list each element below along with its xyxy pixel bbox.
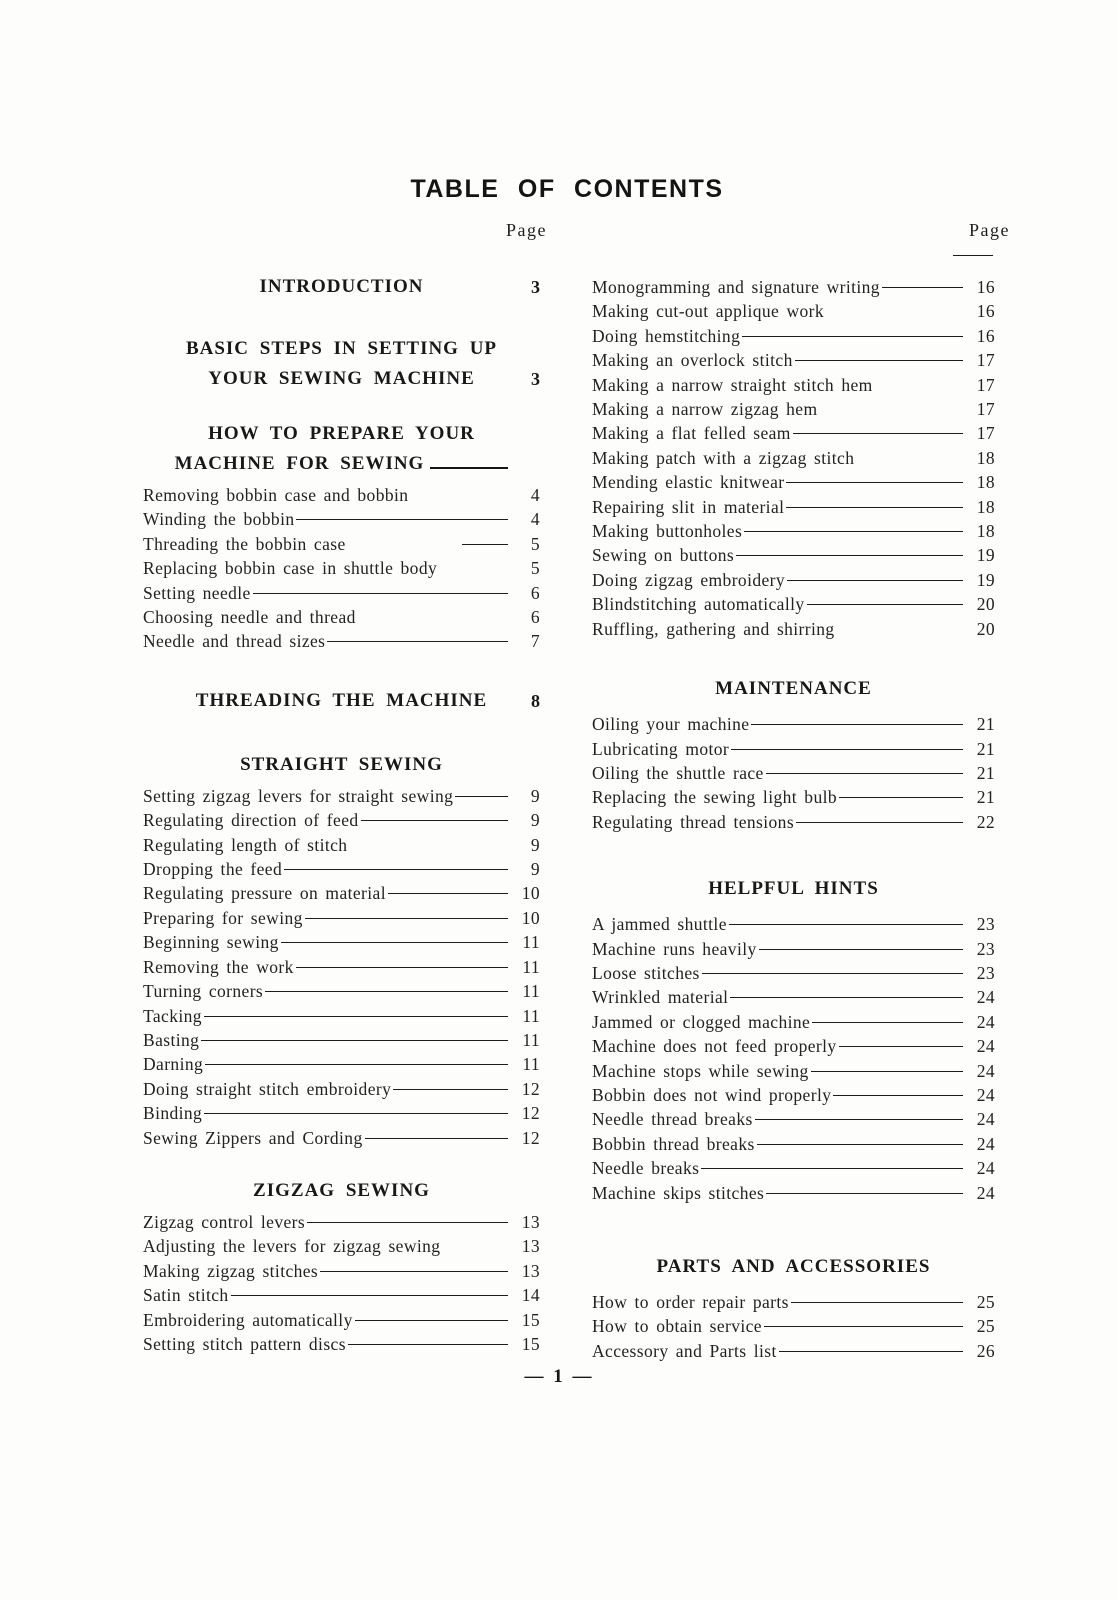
- section-page-number: 8: [531, 690, 540, 711]
- toc-entry-label: Needle and thread sizes: [143, 631, 326, 652]
- section-heading-text: MAINTENANCE: [715, 678, 872, 700]
- toc-entry: [592, 810, 995, 834]
- toc-entry: [592, 1132, 995, 1156]
- toc-entry: [143, 629, 540, 653]
- toc-entry: [143, 808, 540, 832]
- section-heading-line: [592, 1252, 995, 1282]
- toc-entry-label: Removing the work: [143, 956, 294, 977]
- toc-entry-label: Regulating direction of feed: [143, 810, 359, 831]
- toc-entry-label: Adjusting the levers for zigzag sewing: [143, 1236, 441, 1257]
- toc-entry: [592, 1156, 995, 1180]
- toc-entries: [592, 1290, 995, 1363]
- toc-entry-label: Machine does not feed properly: [592, 1036, 837, 1057]
- toc-entry-page: 4: [530, 485, 540, 505]
- toc-entry-label: Making patch with a zigzag stitch: [592, 447, 855, 468]
- toc-entry: [143, 930, 540, 954]
- section-heading: [592, 674, 995, 704]
- toc-entry-page: 23: [976, 962, 995, 983]
- toc-entry-label: Jammed or clogged machine: [592, 1011, 811, 1032]
- toc-entry-label: Making an overlock stitch: [592, 350, 793, 371]
- toc-entry-page: 13: [521, 1236, 540, 1257]
- toc-entry-page: 17: [976, 399, 995, 420]
- toc-entry: [143, 532, 540, 556]
- toc-entry-label: Making a flat felled seam: [592, 423, 791, 444]
- toc-entry: [143, 1283, 540, 1307]
- toc-entry-page: 15: [521, 1309, 540, 1330]
- toc-entry: [592, 1010, 995, 1034]
- toc-entry-page: 6: [530, 607, 540, 628]
- toc-entry: [143, 906, 540, 930]
- toc-entry: [592, 397, 995, 421]
- toc-entry-label: Oiling the shuttle race: [592, 762, 764, 783]
- section-heading: [143, 419, 540, 479]
- toc-entry-label: Making a narrow zigzag hem: [592, 399, 818, 420]
- toc-entry-label: Machine stops while sewing: [592, 1060, 809, 1081]
- toc-entry-page: 21: [976, 738, 995, 759]
- toc-entry-label: Repairing slit in material: [592, 496, 785, 517]
- toc-entry-label: Loose stitches: [592, 962, 700, 983]
- section-heading-line: [143, 686, 540, 716]
- toc-entry: [143, 857, 540, 881]
- toc-entry: [592, 1107, 995, 1131]
- toc-entry-label: Regulating thread tensions: [592, 811, 795, 832]
- section-heading-text: PARTS AND ACCESSORIES: [656, 1256, 931, 1277]
- toc-entry: [143, 955, 540, 979]
- toc-entry-page: 11: [522, 1005, 540, 1026]
- section-heading-line: [143, 272, 540, 302]
- toc-entry-page: 24: [976, 1060, 995, 1081]
- toc-entry-label: Making a narrow straight stitch hem: [592, 374, 873, 395]
- toc-entry-page: 15: [521, 1333, 540, 1354]
- section-heading-line: [143, 419, 540, 449]
- page-number-footer: — 1 —: [524, 1366, 593, 1387]
- toc-entry: [592, 299, 995, 323]
- toc-entry-page: 26: [976, 1340, 995, 1361]
- toc-entry-label: Needle thread breaks: [592, 1109, 753, 1130]
- section-page-number: 3: [531, 277, 540, 297]
- toc-entries: [143, 483, 540, 654]
- toc-section: [143, 750, 540, 1150]
- toc-entry-page: 13: [521, 1260, 540, 1281]
- toc-section: [592, 275, 995, 641]
- toc-entry-page: 24: [976, 1182, 995, 1203]
- toc-entry-label: Bobbin thread breaks: [592, 1133, 755, 1154]
- toc-entry-page: 11: [522, 981, 540, 1002]
- toc-entry-page: 5: [530, 533, 540, 554]
- toc-entry-label: Sewing Zippers and Cording: [143, 1127, 363, 1148]
- section-heading-text: BASIC STEPS IN SETTING UP: [185, 338, 498, 359]
- toc-entry-label: Bobbin does not wind properly: [592, 1084, 832, 1105]
- section-heading-text: INTRODUCTION: [259, 276, 424, 297]
- toc-entry-label: Machine runs heavily: [592, 938, 757, 959]
- section-heading: [143, 1176, 540, 1206]
- toc-entry-label: Sewing on buttons: [592, 545, 735, 566]
- toc-entry-label: Regulating pressure on material: [143, 883, 386, 904]
- toc-entry-page: 23: [976, 914, 995, 935]
- section-heading-text: YOUR SEWING MACHINE: [208, 368, 475, 389]
- toc-entry-label: Setting stitch pattern discs: [143, 1333, 346, 1354]
- toc-entry: [592, 1059, 995, 1083]
- toc-entry-page: 7: [530, 631, 540, 652]
- toc-entries: [592, 712, 995, 834]
- toc-entry-page: 16: [976, 301, 995, 322]
- toc-entry: [592, 348, 995, 372]
- toc-entry: [143, 1210, 540, 1234]
- section-heading-text: STRAIGHT SEWING: [240, 753, 443, 775]
- toc-entry: [592, 985, 995, 1009]
- toc-entry-page: 24: [976, 1109, 995, 1130]
- toc-entry-page: 24: [976, 987, 995, 1008]
- toc-entry: [143, 1101, 540, 1125]
- toc-entry-label: Satin stitch: [143, 1285, 229, 1306]
- toc-entry-label: Setting needle: [143, 582, 251, 603]
- toc-entry-page: 10: [521, 883, 540, 904]
- toc-entry-label: Replacing bobbin case in shuttle body: [143, 558, 438, 579]
- toc-entry: [143, 1004, 540, 1028]
- toc-entry: [592, 495, 995, 519]
- toc-entry-page: 9: [530, 834, 540, 855]
- toc-entry-page: 14: [521, 1285, 540, 1306]
- toc-entry: [592, 617, 995, 641]
- toc-entry: [143, 1028, 540, 1052]
- section-heading-line: [143, 449, 540, 479]
- toc-entry-label: Doing zigzag embroidery: [592, 569, 786, 590]
- toc-entries: [143, 784, 540, 1150]
- toc-entry: [592, 961, 995, 985]
- toc-entry: [143, 1332, 540, 1356]
- toc-entry-page: 18: [976, 496, 995, 517]
- toc-entry: [592, 1181, 995, 1205]
- toc-entry-label: A jammed shuttle: [592, 914, 727, 935]
- toc-entry-label: Machine skips stitches: [592, 1182, 765, 1203]
- toc-entry-page: 18: [976, 447, 995, 468]
- toc-entry-label: Regulating length of stitch: [143, 834, 348, 855]
- toc-entry: [592, 421, 995, 445]
- toc-section: [592, 1252, 995, 1363]
- toc-entry-label: Threading the bobbin case: [143, 533, 346, 554]
- toc-entry: [143, 833, 540, 857]
- toc-entry-page: 17: [976, 423, 995, 444]
- toc-entry-page: 9: [530, 810, 540, 831]
- toc-entry: [592, 1314, 995, 1338]
- toc-entry-label: Accessory and Parts list: [592, 1340, 777, 1361]
- toc-entry-label: Choosing needle and thread: [143, 607, 356, 628]
- toc-entry-label: Mending elastic knitwear: [592, 472, 785, 493]
- toc-entry-label: Turning corners: [143, 981, 264, 1002]
- toc-entry: [592, 324, 995, 348]
- toc-entry-page: 12: [521, 1127, 540, 1148]
- toc-entry-label: Winding the bobbin: [143, 509, 295, 530]
- toc-entry-page: 12: [521, 1103, 540, 1124]
- section-heading-line: [143, 1176, 540, 1206]
- toc-section: [143, 419, 540, 654]
- toc-entry-label: Setting zigzag levers for straight sewing: [143, 785, 454, 806]
- toc-entry-page: 13: [521, 1211, 540, 1232]
- toc-entry: [143, 979, 540, 1003]
- toc-section: [592, 874, 995, 1205]
- toc-entry-label: Oiling your machine: [592, 714, 750, 735]
- toc-entry-page: 22: [976, 811, 995, 832]
- toc-entry: [592, 592, 995, 616]
- toc-entry-label: Tacking: [143, 1005, 202, 1026]
- toc-entry-page: 6: [530, 582, 540, 603]
- toc-entry-label: Darning: [143, 1054, 204, 1075]
- toc-entry-page: 9: [530, 785, 540, 806]
- toc-entry-page: 17: [976, 350, 995, 371]
- page-title: TABLE OF CONTENTS: [410, 174, 724, 203]
- toc-entries: [592, 912, 995, 1205]
- toc-entry-page: 25: [976, 1316, 995, 1337]
- toc-entry: [143, 881, 540, 905]
- toc-entry: [143, 1126, 540, 1150]
- toc-entry-page: 24: [976, 1158, 995, 1179]
- toc-entry: [143, 1234, 540, 1258]
- toc-entry-page: 24: [976, 1011, 995, 1032]
- toc-entry: [143, 1308, 540, 1332]
- toc-entry-page: 20: [976, 618, 995, 639]
- toc-entry: [592, 470, 995, 494]
- toc-entry: [592, 1034, 995, 1058]
- toc-entry-label: Dropping the feed: [143, 859, 283, 880]
- toc-entry-label: Binding: [143, 1103, 203, 1124]
- toc-section: [592, 674, 995, 834]
- toc-entry-page: 21: [976, 714, 995, 735]
- toc-entry-label: Replacing the sewing light bulb: [592, 787, 838, 808]
- section-heading-text: HOW TO PREPARE YOUR: [208, 423, 475, 444]
- toc-entry-label: Making zigzag stitches: [143, 1260, 319, 1281]
- section-heading-line: [592, 674, 995, 704]
- toc-entry-page: 21: [976, 762, 995, 783]
- toc-entries: [592, 275, 995, 641]
- section-heading-text: ZIGZAG SEWING: [253, 1179, 430, 1201]
- toc-entry: [143, 507, 540, 531]
- section-heading-line: [143, 750, 540, 780]
- toc-entry: [143, 1259, 540, 1283]
- toc-entry-label: Beginning sewing: [143, 932, 279, 953]
- toc-section: [143, 272, 540, 302]
- section-heading: [143, 334, 540, 394]
- toc-entry: [143, 605, 540, 629]
- page-label-text: Page: [506, 220, 547, 240]
- toc-entry: [592, 1083, 995, 1107]
- section-heading: [143, 750, 540, 780]
- section-page-number: 3: [531, 369, 540, 389]
- toc-entry: [143, 581, 540, 605]
- toc-entry: [592, 937, 995, 961]
- toc-entry: [592, 912, 995, 936]
- toc-right-column: [592, 0, 995, 1363]
- toc-section: [143, 686, 540, 716]
- toc-entry-label: Removing bobbin case and bobbin: [143, 485, 409, 505]
- toc-entries: [143, 1210, 540, 1356]
- toc-entry-page: 19: [976, 569, 995, 590]
- toc-entry-label: Zigzag control levers: [143, 1211, 306, 1232]
- toc-left-column: [143, 0, 540, 1356]
- toc-entry-label: Making buttonholes: [592, 521, 743, 542]
- toc-entry: [143, 784, 540, 808]
- toc-entry: [143, 483, 540, 507]
- toc-entry-page: 25: [976, 1292, 995, 1312]
- toc-entry: [592, 543, 995, 567]
- toc-entry-label: Monogramming and signature writing: [592, 277, 880, 297]
- section-heading: [592, 874, 995, 904]
- toc-entry-label: Blindstitching automatically: [592, 594, 805, 615]
- heading-underline: [430, 465, 508, 469]
- toc-entry-label: Doing straight stitch embroidery: [143, 1078, 392, 1099]
- toc-entry-page: 24: [976, 1036, 995, 1057]
- toc-section: [143, 334, 540, 394]
- toc-entry-label: Lubricating motor: [592, 738, 730, 759]
- section-heading: [592, 1252, 995, 1282]
- toc-entry-page: 11: [522, 1029, 540, 1050]
- section-heading-text: MACHINE FOR SEWING: [174, 453, 425, 474]
- toc-entry-label: Doing hemstitching: [592, 325, 741, 346]
- toc-entry: [592, 568, 995, 592]
- toc-entry-page: 11: [522, 932, 540, 953]
- section-heading-line: [143, 334, 540, 364]
- toc-entry-page: 17: [976, 374, 995, 395]
- toc-entry-page: 23: [976, 938, 995, 959]
- toc-entry-page: 18: [976, 521, 995, 542]
- toc-entry-page: 11: [522, 1054, 540, 1075]
- toc-entry-label: Needle breaks: [592, 1158, 700, 1179]
- page-label-text: Page: [969, 220, 1010, 240]
- section-heading-text: HELPFUL HINTS: [708, 878, 879, 900]
- section-heading: [143, 686, 540, 716]
- toc-entry-label: Ruffling, gathering and shirring: [592, 618, 835, 639]
- toc-entry: [143, 1077, 540, 1101]
- toc-entry-page: 24: [976, 1084, 995, 1105]
- toc-entry-page: 16: [976, 277, 995, 297]
- toc-entry: [592, 1290, 995, 1314]
- toc-entry-label: How to obtain service: [592, 1316, 762, 1337]
- toc-entry: [592, 712, 995, 736]
- section-heading-line: [592, 874, 995, 904]
- toc-entry: [592, 785, 995, 809]
- toc-entry-label: How to order repair parts: [592, 1292, 789, 1312]
- toc-entry-page: 9: [530, 859, 540, 880]
- toc-entry: [143, 1052, 540, 1076]
- toc-entry-page: 18: [976, 472, 995, 493]
- toc-entry: [592, 1339, 995, 1363]
- toc-entry: [592, 446, 995, 470]
- toc-entry-page: 12: [521, 1078, 540, 1099]
- toc-entry-page: 16: [976, 325, 995, 346]
- toc-entry-page: 19: [976, 545, 995, 566]
- toc-entry: [592, 373, 995, 397]
- toc-entry-page: 20: [976, 594, 995, 615]
- toc-entry-page: 4: [530, 509, 540, 530]
- toc-entry-page: 11: [522, 956, 540, 977]
- toc-entry-label: Making cut-out applique work: [592, 301, 825, 322]
- toc-entry-label: Wrinkled material: [592, 987, 729, 1008]
- section-heading-line: [143, 364, 540, 394]
- section-heading: [143, 272, 540, 302]
- toc-entry: [592, 761, 995, 785]
- toc-section: [143, 1176, 540, 1356]
- toc-entry-page: 21: [976, 787, 995, 808]
- toc-entry: [592, 275, 995, 299]
- toc-entry-label: Preparing for sewing: [143, 907, 303, 928]
- toc-entry: [592, 519, 995, 543]
- toc-entry-label: Basting: [143, 1029, 200, 1050]
- section-heading-text: THREADING THE MACHINE: [195, 689, 488, 711]
- toc-entry: [143, 556, 540, 580]
- toc-entry-page: 5: [530, 558, 540, 579]
- toc-entry-page: 24: [976, 1133, 995, 1154]
- toc-entry-page: 10: [521, 907, 540, 928]
- toc-entry-label: Embroidering automatically: [143, 1309, 353, 1330]
- toc-entry: [592, 737, 995, 761]
